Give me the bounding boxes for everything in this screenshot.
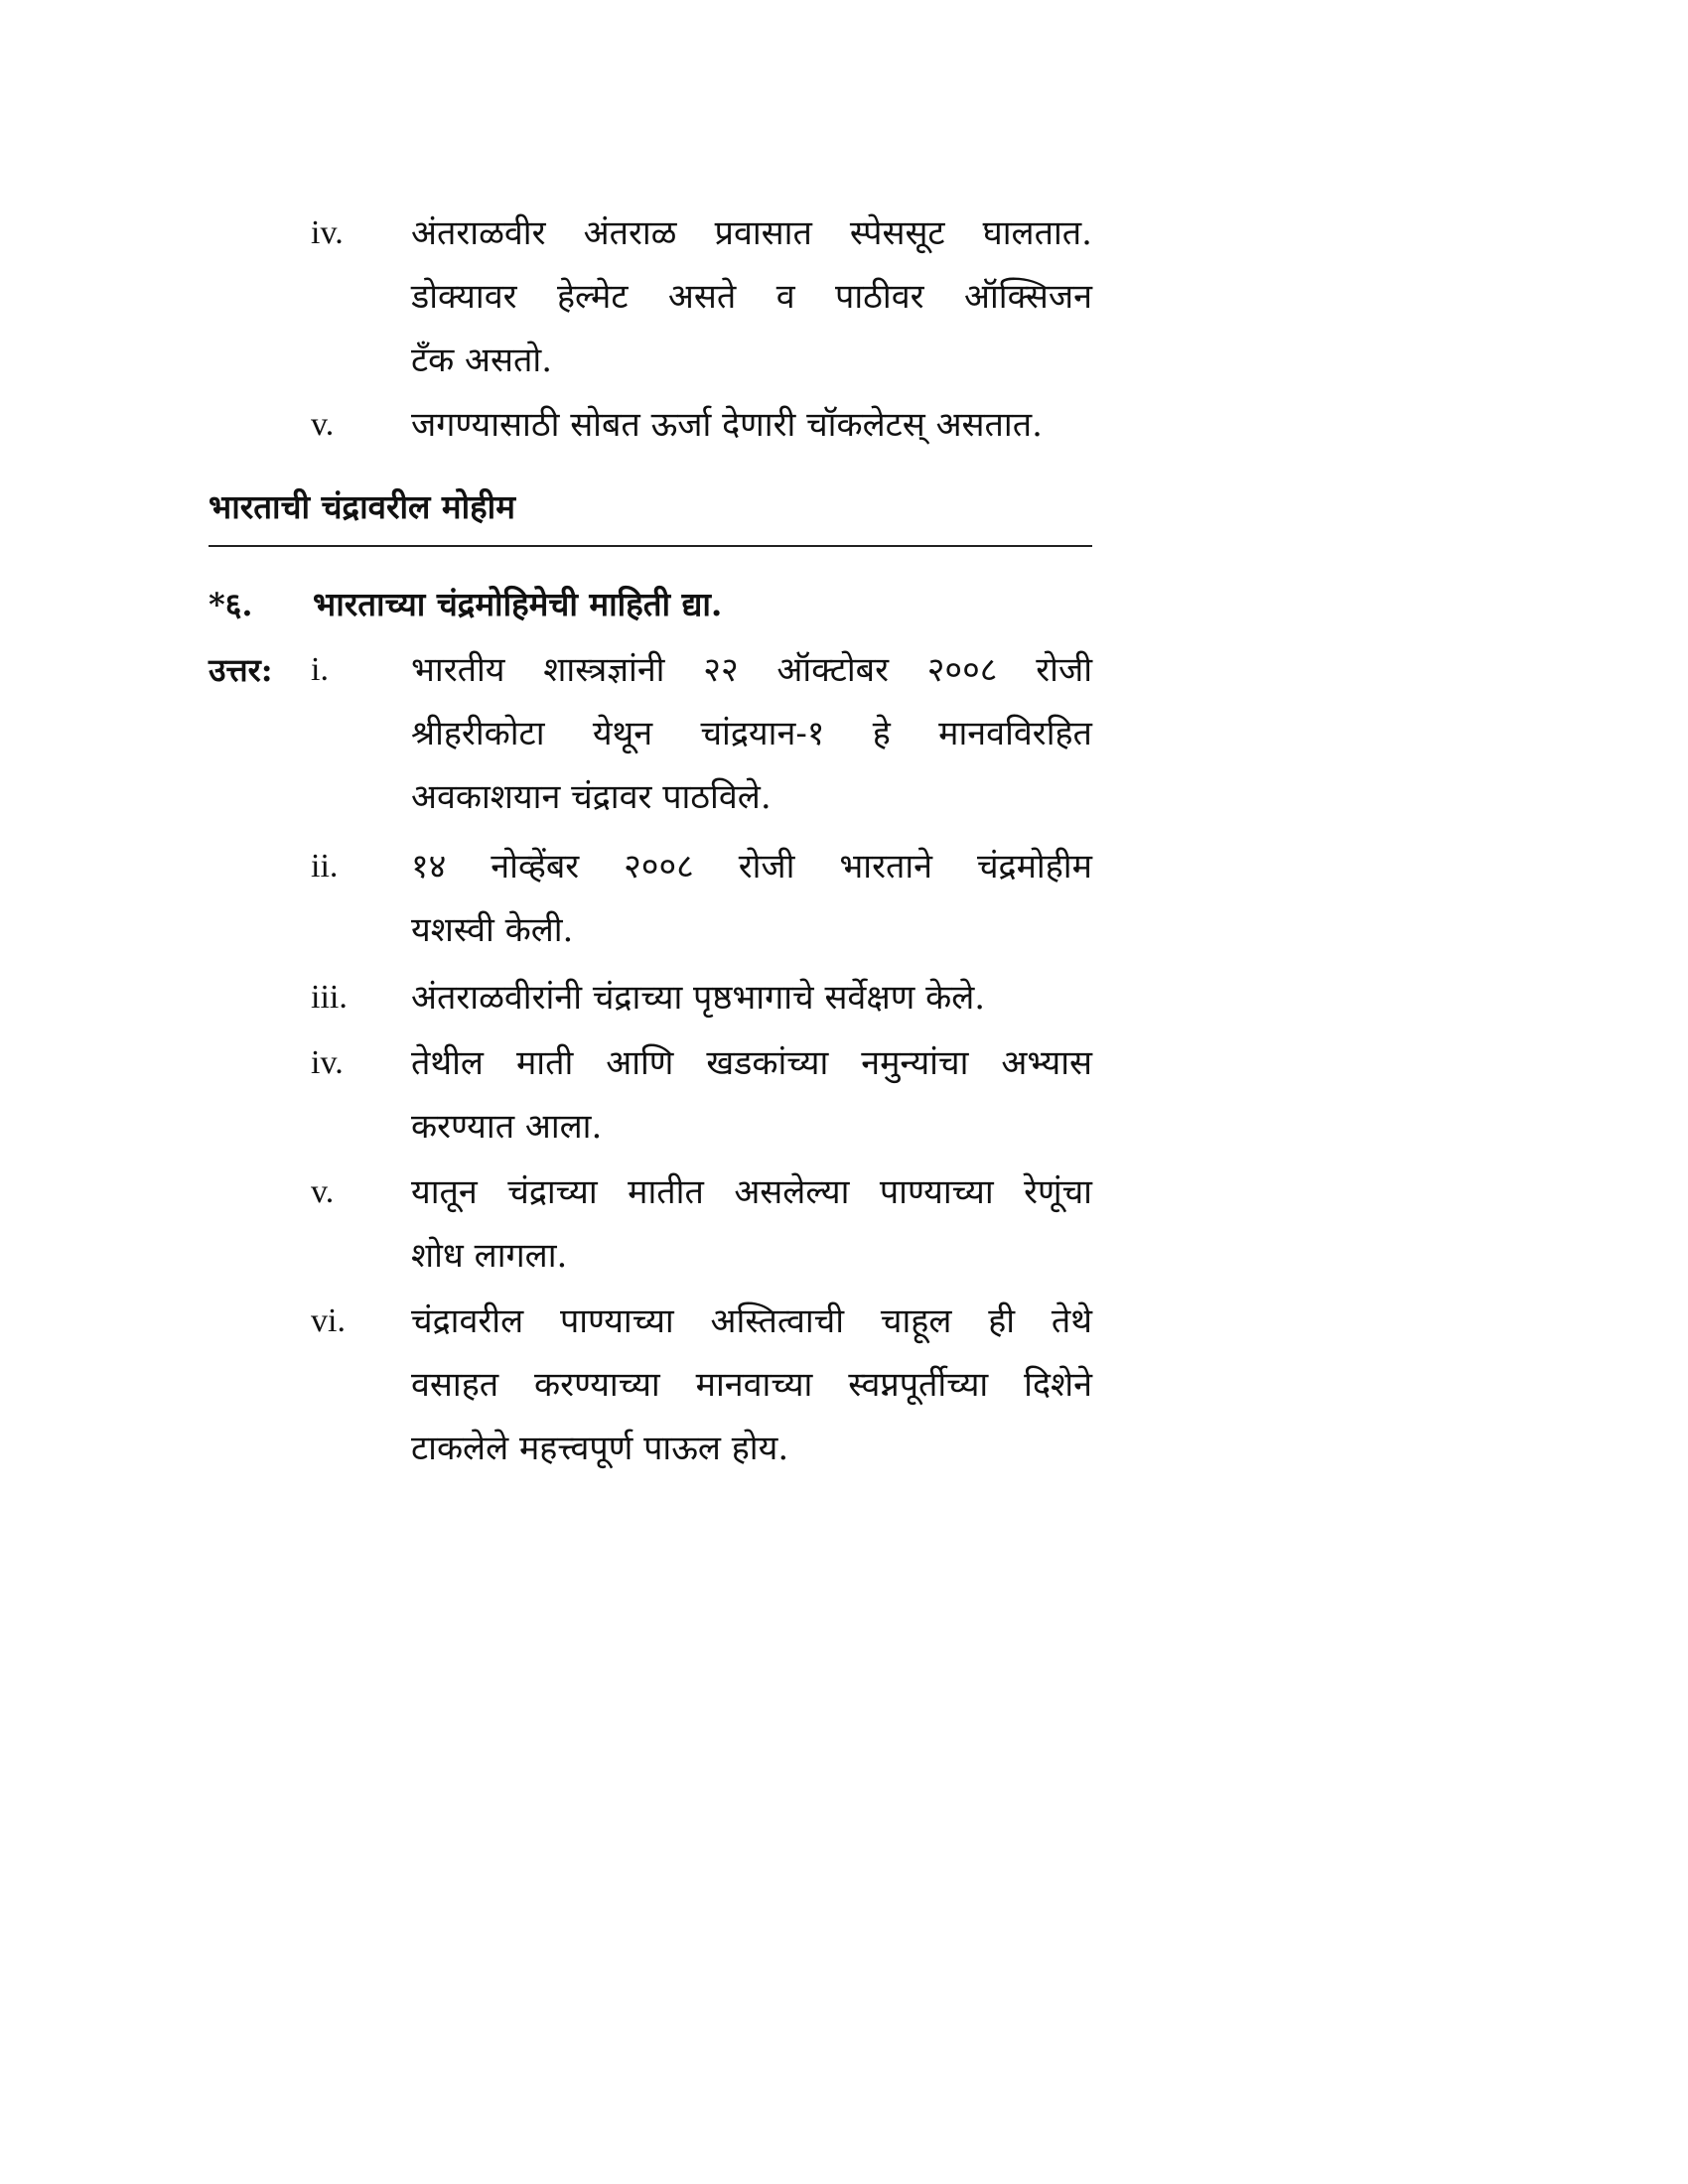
item-number: vi. (311, 1302, 346, 1339)
item-line: भारतीय शास्त्रज्ञांनी २२ ऑक्टोबर २००८ रोजी (411, 650, 1092, 690)
item-line: करण्यात आला. (411, 1107, 603, 1147)
item-line: १४ नोव्हेंबर २००८ रोजी भारताने चंद्रमोहीम (411, 847, 1092, 887)
item-line: अंतराळवीरांनी चंद्राच्या पृष्ठभागाचे सर्वेक्षण केले. (411, 978, 986, 1018)
item-line: चंद्रावरील पाण्याच्या अस्तित्वाची चाहूल ही तेथे (411, 1301, 1092, 1341)
item-line: तेथील माती आणि खडकांच्या नमुन्यांचा अभ्यास (411, 1043, 1092, 1083)
answer-item (0, 1287, 1688, 1356)
item-line: डोक्यावर हेल्मेट असते व पाठीवर ऑक्सिजन (411, 277, 1092, 317)
top-list-item (0, 390, 1688, 460)
question-text: भारताच्या चंद्रमोहिमेची माहिती द्या. (313, 585, 723, 623)
item-line: टँक असतो. (411, 341, 553, 380)
item-line: अवकाशयान चंद्रावर पाठविले. (411, 777, 772, 817)
answer-item (0, 963, 1688, 1032)
answer-item (0, 1158, 1688, 1227)
item-line: शोध लागला. (411, 1236, 568, 1276)
question-number: *६. (209, 586, 253, 623)
item-number: iv. (311, 1044, 344, 1081)
item-number: i. (311, 651, 329, 688)
item-line: श्रीहरीकोटा येथून चांद्रयान-१ हे मानवविरहित (411, 714, 1092, 753)
item-line: जगण्यासाठी सोबत ऊर्जा देणारी चॉकलेटस् असतात. (411, 405, 1043, 445)
item-line: वसाहत करण्याच्या मानवाच्या स्वप्नपूर्तीच्या दिशेने (411, 1365, 1092, 1405)
item-number: ii. (311, 848, 339, 885)
item-number: iii. (311, 979, 348, 1016)
answer-item (0, 832, 1688, 901)
section-divider (209, 545, 1092, 547)
item-line: टाकलेले महत्त्वपूर्ण पाऊल होय. (411, 1429, 789, 1468)
item-line: यशस्वी केली. (411, 910, 574, 950)
top-list-item (0, 199, 1688, 268)
item-number: v. (311, 406, 335, 443)
item-number: iv. (311, 214, 344, 251)
item-line: यातून चंद्राच्या मातीत असलेल्या पाण्याच्या रेणूंचा (411, 1172, 1092, 1212)
answer-item (0, 635, 1688, 705)
section-heading: भारताची चंद्रावरील मोहीम (209, 487, 515, 526)
item-number: v. (311, 1173, 335, 1210)
item-line: अंतराळवीर अंतराळ प्रवासात स्पेससूट घालतात. (411, 213, 1092, 253)
answer-label: उत्तर: (209, 651, 273, 689)
answer-item (0, 1028, 1688, 1098)
